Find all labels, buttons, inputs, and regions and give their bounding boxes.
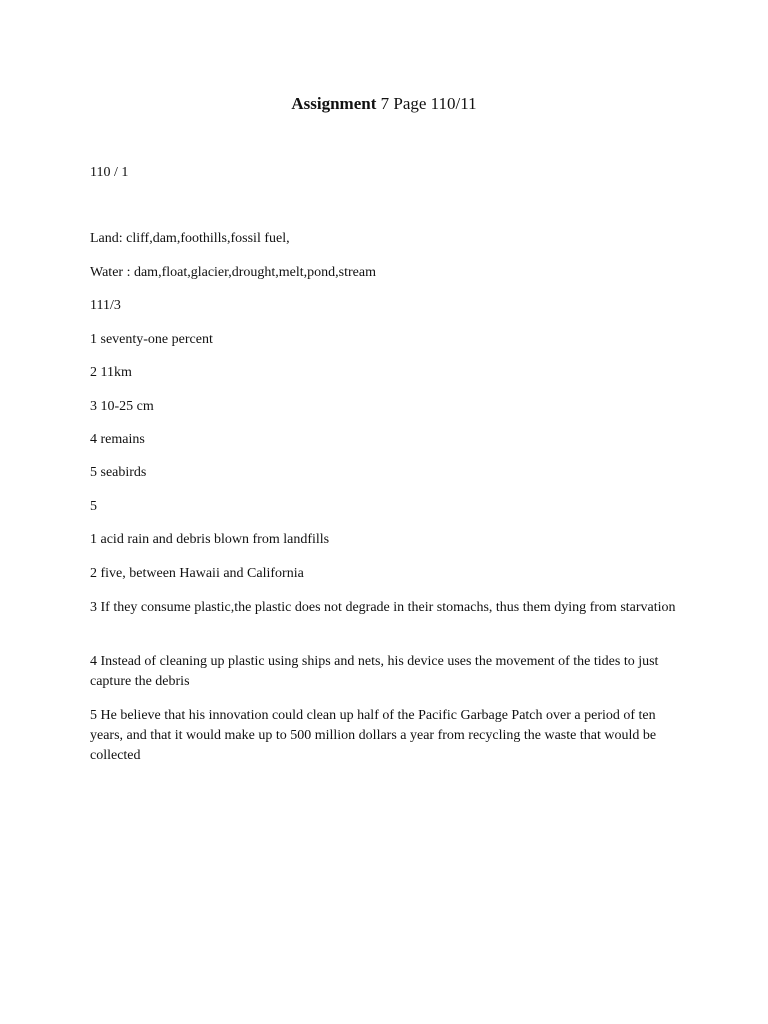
- heading-111-3: 111/3: [90, 298, 121, 313]
- answer-5-3: 3 If they consume plastic,the plastic does not degrade in their stomachs, thus them dying from starvation: [90, 600, 676, 615]
- answer-5-1: 1 acid rain and debris blown from landfills: [90, 532, 330, 547]
- answer-5-2: 2 five, between Hawaii and California: [90, 566, 304, 581]
- heading-110-1: 110 / 1: [90, 165, 129, 180]
- answer-3-3: 3 10-25 cm: [90, 399, 154, 414]
- answer-3-4: 4 remains: [90, 432, 145, 447]
- water-line: Water : dam,float,glacier,drought,melt,pond,stream: [90, 265, 376, 280]
- answer-5-5: 5 He believe that his innovation could clean up half of the Pacific Garbage Patch over a period of ten years, and that it would make up to 500 million dollars a year from recycling the waste that would be collected: [90, 708, 657, 763]
- title-rest: 7 Page 110/11: [376, 94, 477, 113]
- title-bold-part: Assignment: [291, 94, 377, 113]
- answer-3-1: 1 seventy-one percent: [90, 332, 213, 347]
- answer-3-5: 5 seabirds: [90, 465, 147, 480]
- land-line: Land: cliff,dam,foothills,fossil fuel,: [90, 231, 290, 246]
- page-title: [0, 93, 768, 115]
- heading-5: 5: [90, 499, 97, 514]
- answer-5-4: 4 Instead of cleaning up plastic using ships and nets, his device uses the movement of the tides to just capture the debris: [90, 654, 659, 689]
- answer-3-2: 2 11km: [90, 365, 132, 380]
